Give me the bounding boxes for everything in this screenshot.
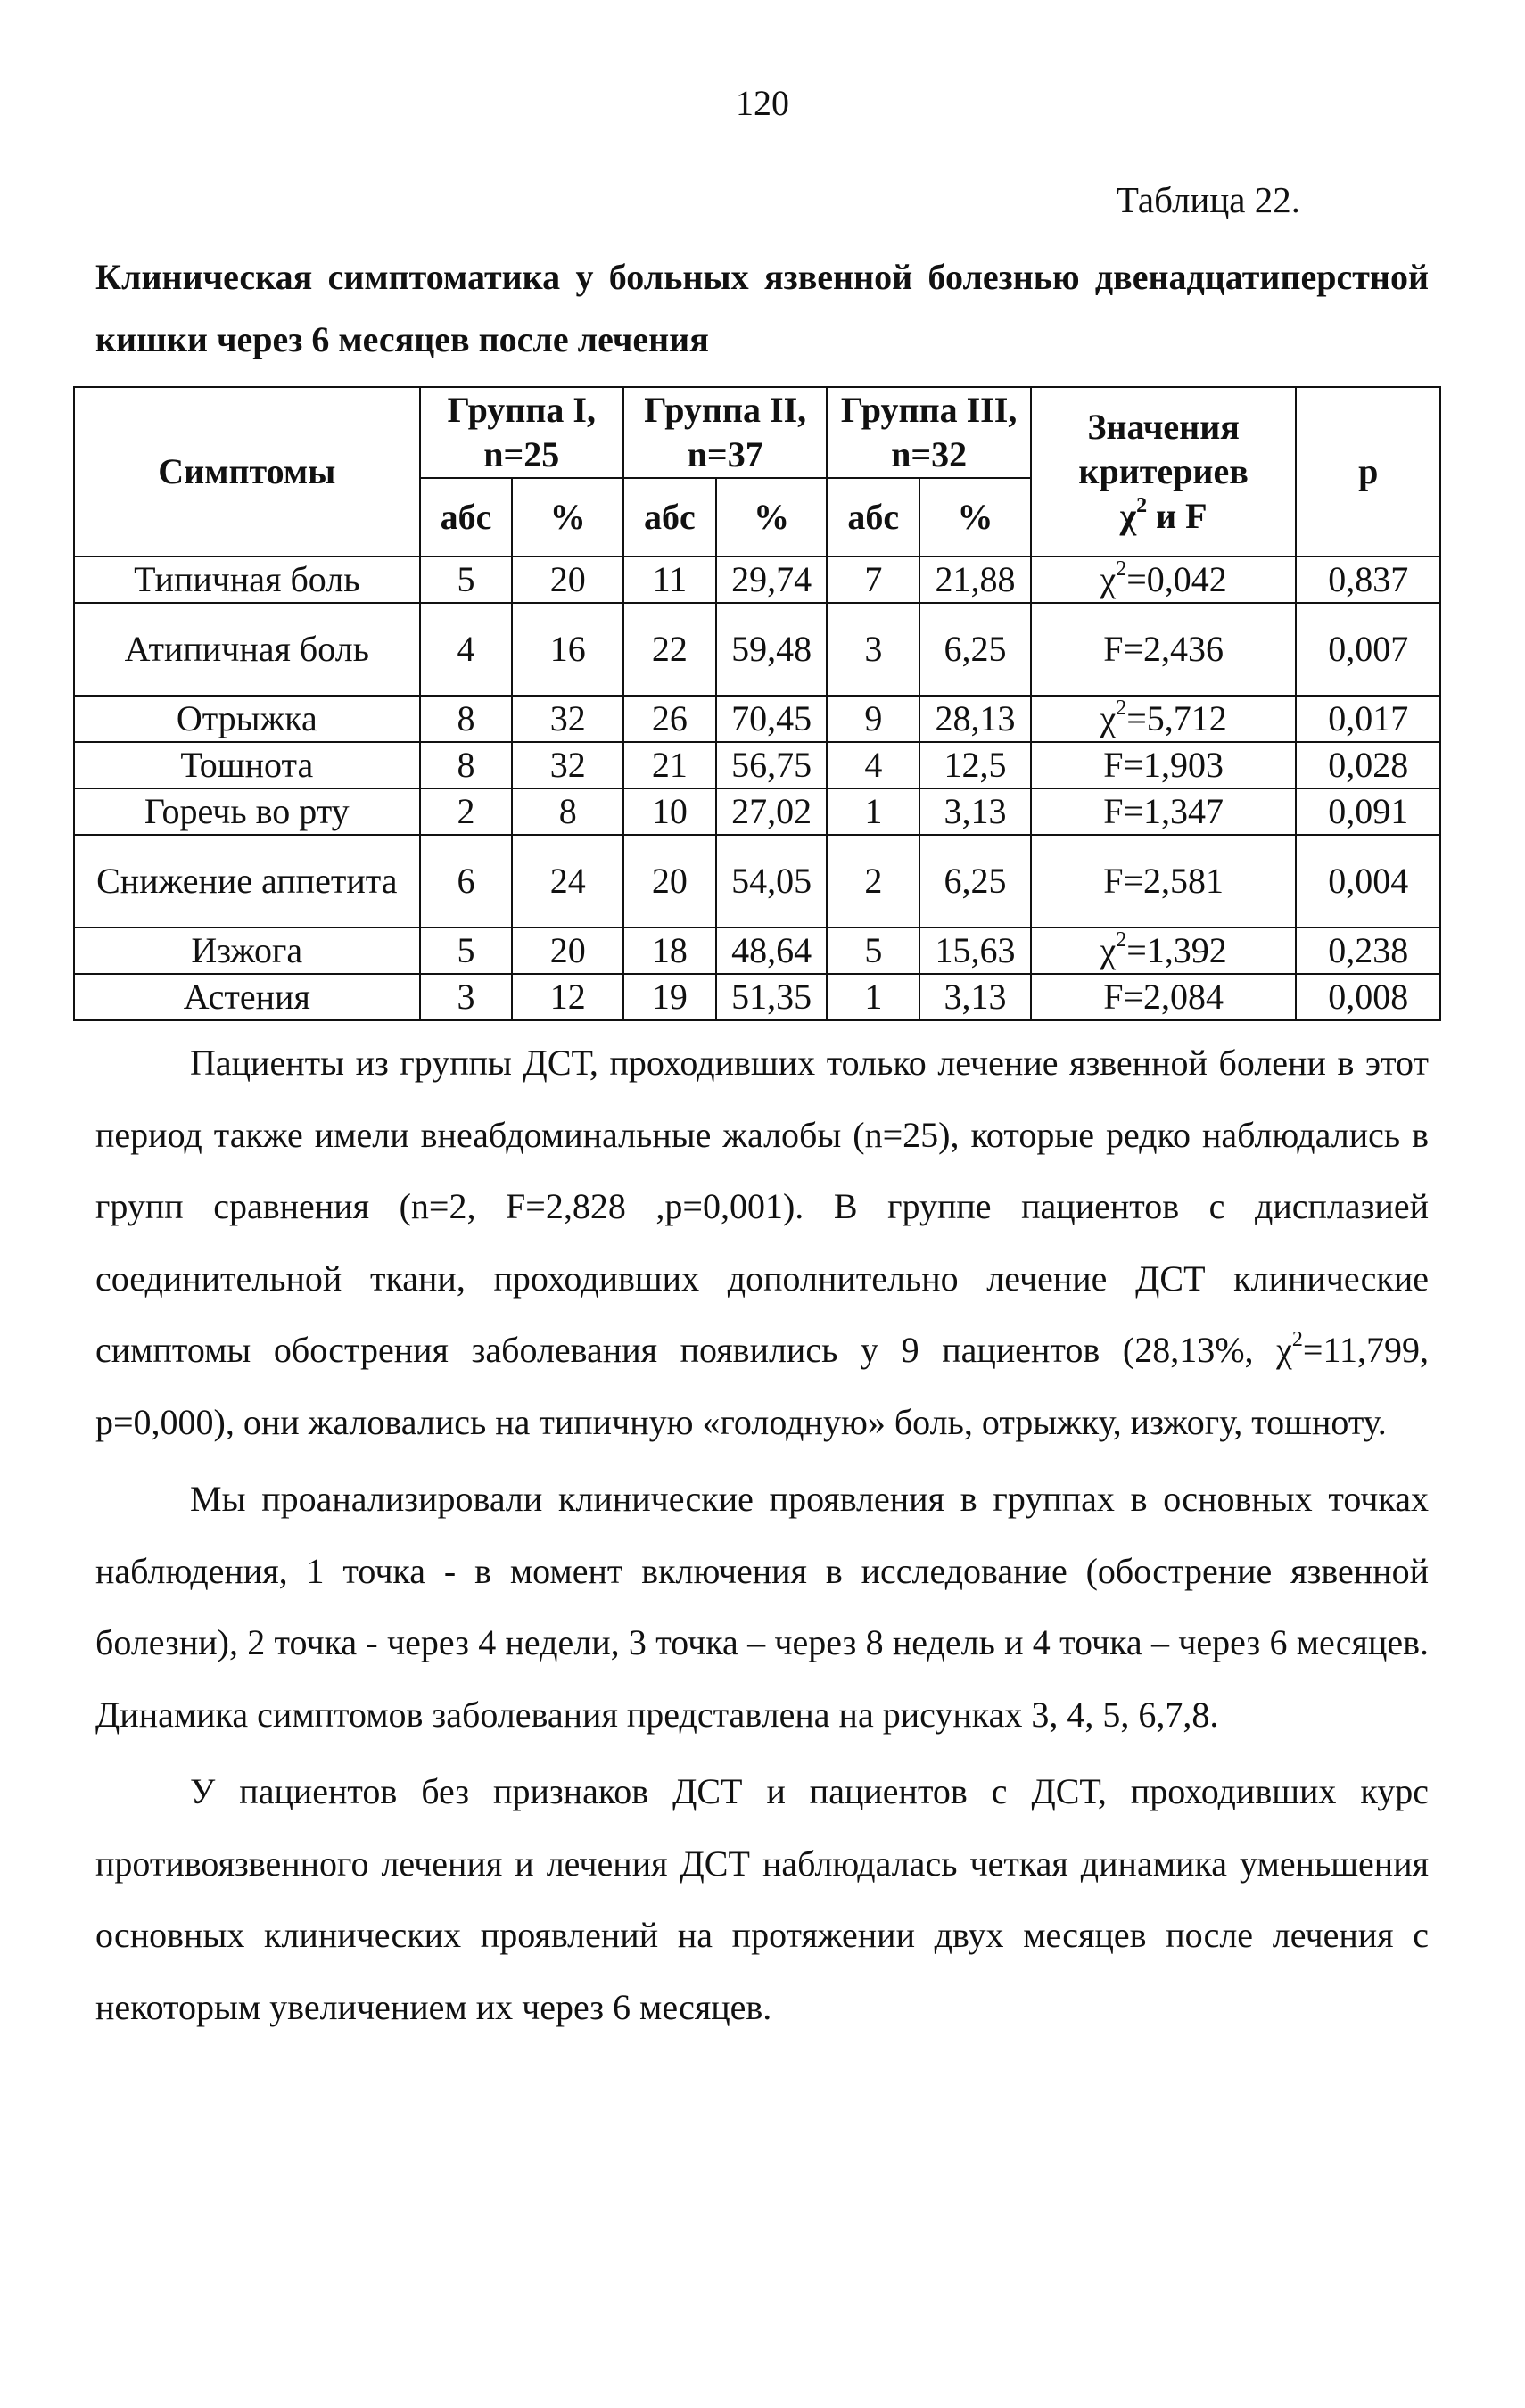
- cell-symptom: Горечь во рту: [74, 788, 420, 835]
- paragraph: Мы проанализировали клинические проявления в группах в основных точках наблюдения, 1 точка - в момент включения в исследование (обострение язвенной болезни), 2 точка - через 4 недели, 3 точка – через 8 недель и 4 точка – через 6 месяцев. Динамика симптомов заболевания представлена на рисунках 3, 4, 5, 6,7,8.: [95, 1479, 1429, 1735]
- body-text: [95, 1027, 1429, 2043]
- table-row: [74, 974, 1440, 1020]
- cell-g2-pct: 27,02: [716, 788, 828, 835]
- table-row: [74, 928, 1440, 974]
- paragraph: У пациентов без признаков ДСТ и пациентов с ДСТ, проходивших курс противоязвенного лечения и лечения ДСТ наблюдалась четкая динамика уменьшения основных клинических проявлений на протяжении двух месяцев после лечения с некоторым увеличением их через 6 месяцев.: [95, 1771, 1429, 2027]
- table-caption: Таблица 22.: [1116, 179, 1300, 220]
- cell-g1-abs: 3: [420, 974, 513, 1020]
- cell-g2-pct: 48,64: [716, 928, 828, 974]
- header-criteria-tail: и F: [1147, 496, 1208, 536]
- cell-g1-pct: 24: [512, 835, 623, 928]
- cell-g3-abs: 9: [827, 696, 919, 742]
- cell-criteria: $\chi^2=5,712$: [1031, 696, 1297, 742]
- table-row: [74, 603, 1440, 696]
- cell-criteria: F=1,903: [1031, 742, 1297, 788]
- header-group-3: Группа III, n=32: [827, 387, 1030, 478]
- cell-criteria: F=2,084: [1031, 974, 1297, 1020]
- cell-g1-pct: 8: [512, 788, 623, 835]
- header-criteria-chi: χ: [1119, 496, 1137, 536]
- cell-g2-pct: 54,05: [716, 835, 828, 928]
- cell-criteria: F=2,436: [1031, 603, 1297, 696]
- table-row: [74, 557, 1440, 603]
- cell-g2-abs: 26: [623, 696, 716, 742]
- cell-g2-pct: 29,74: [716, 557, 828, 603]
- cell-g3-pct: 3,13: [919, 788, 1031, 835]
- cell-symptom: Атипичная боль: [74, 603, 420, 696]
- cell-g3-abs: 5: [827, 928, 919, 974]
- cell-g2-abs: 22: [623, 603, 716, 696]
- cell-symptom: Тошнота: [74, 742, 420, 788]
- cell-g1-abs: 2: [420, 788, 513, 835]
- cell-g1-pct: 32: [512, 696, 623, 742]
- cell-g1-abs: 4: [420, 603, 513, 696]
- cell-g2-pct: 70,45: [716, 696, 828, 742]
- cell-g3-pct: 6,25: [919, 835, 1031, 928]
- cell-g1-abs: 8: [420, 696, 513, 742]
- header-p: p: [1296, 387, 1440, 557]
- header-group-1: Группа I, n=25: [420, 387, 623, 478]
- header-abs: абс: [827, 478, 919, 557]
- cell-g2-abs: 19: [623, 974, 716, 1020]
- cell-g1-pct: 32: [512, 742, 623, 788]
- cell-g2-abs: 10: [623, 788, 716, 835]
- cell-g1-abs: 5: [420, 557, 513, 603]
- symptoms-table: [73, 386, 1441, 1021]
- header-criteria: [1031, 387, 1297, 557]
- table-row: [74, 835, 1440, 928]
- cell-g3-abs: 7: [827, 557, 919, 603]
- cell-g1-pct: 20: [512, 557, 623, 603]
- cell-symptom: Астения: [74, 974, 420, 1020]
- cell-g3-pct: 12,5: [919, 742, 1031, 788]
- cell-p: 0,028: [1296, 742, 1440, 788]
- cell-symptom: Отрыжка: [74, 696, 420, 742]
- cell-p: 0,238: [1296, 928, 1440, 974]
- header-abs: абс: [420, 478, 513, 557]
- header-pct: %: [919, 478, 1031, 557]
- cell-g3-abs: 1: [827, 788, 919, 835]
- page-number: 120: [736, 83, 789, 123]
- table-title: Клиническая симптоматика у больных язвенной болезнью двенадцатиперстной кишки через 6 месяцев после лечения: [95, 257, 1429, 359]
- cell-criteria: $\chi^2=0,042$: [1031, 557, 1297, 603]
- cell-symptom: Изжога: [74, 928, 420, 974]
- cell-g2-pct: 51,35: [716, 974, 828, 1020]
- table-row: [74, 742, 1440, 788]
- cell-g3-abs: 1: [827, 974, 919, 1020]
- cell-g1-abs: 8: [420, 742, 513, 788]
- cell-g3-pct: 3,13: [919, 974, 1031, 1020]
- cell-p: 0,008: [1296, 974, 1440, 1020]
- cell-symptom: Снижение аппетита: [74, 835, 420, 928]
- header-pct: %: [512, 478, 623, 557]
- cell-g3-pct: 6,25: [919, 603, 1031, 696]
- table-row: [74, 788, 1440, 835]
- cell-p: 0,004: [1296, 835, 1440, 928]
- cell-g3-pct: 21,88: [919, 557, 1031, 603]
- header-pct: %: [716, 478, 828, 557]
- cell-g2-abs: 11: [623, 557, 716, 603]
- cell-p: 0,091: [1296, 788, 1440, 835]
- header-criteria-label: Значения критериев: [1078, 407, 1249, 491]
- cell-p: 0,837: [1296, 557, 1440, 603]
- cell-g2-abs: 21: [623, 742, 716, 788]
- cell-g1-pct: 16: [512, 603, 623, 696]
- header-criteria-sup: 2: [1136, 494, 1148, 517]
- cell-g2-abs: 20: [623, 835, 716, 928]
- cell-g3-abs: 4: [827, 742, 919, 788]
- cell-g3-abs: 2: [827, 835, 919, 928]
- table-row: [74, 696, 1440, 742]
- cell-criteria: F=1,347: [1031, 788, 1297, 835]
- cell-g1-pct: 12: [512, 974, 623, 1020]
- cell-g3-pct: 15,63: [919, 928, 1031, 974]
- header-abs: абс: [623, 478, 716, 557]
- cell-g1-abs: 5: [420, 928, 513, 974]
- cell-p: 0,007: [1296, 603, 1440, 696]
- cell-symptom: Типичная боль: [74, 557, 420, 603]
- cell-p: 0,017: [1296, 696, 1440, 742]
- cell-g2-pct: 59,48: [716, 603, 828, 696]
- cell-criteria: $\chi^2=1,392$: [1031, 928, 1297, 974]
- cell-g1-pct: 20: [512, 928, 623, 974]
- cell-g3-pct: 28,13: [919, 696, 1031, 742]
- header-symptoms: Симптомы: [74, 387, 420, 557]
- cell-g3-abs: 3: [827, 603, 919, 696]
- cell-criteria: F=2,581: [1031, 835, 1297, 928]
- paragraph: Пациенты из группы ДСТ, проходивших только лечение язвенной болени в этот период также имели внеабдоминальные жалобы (n=25), которые редко наблюдались в групп сравнения (n=2, F=2,828 ,p=0,001). В группе пациентов с дисплазией соединительной ткани, проходивших дополнительно лечение ДСТ клинические симптомы обострения заболевания появились у 9 пациентов (28,13%, $\chi^2=11,799$, p=0,000), они жаловались на типичную «голодную» боль, отрыжку, изжогу, тошноту.: [95, 1043, 1429, 1442]
- header-group-2: Группа II, n=37: [623, 387, 827, 478]
- cell-g1-abs: 6: [420, 835, 513, 928]
- cell-g2-pct: 56,75: [716, 742, 828, 788]
- cell-g2-abs: 18: [623, 928, 716, 974]
